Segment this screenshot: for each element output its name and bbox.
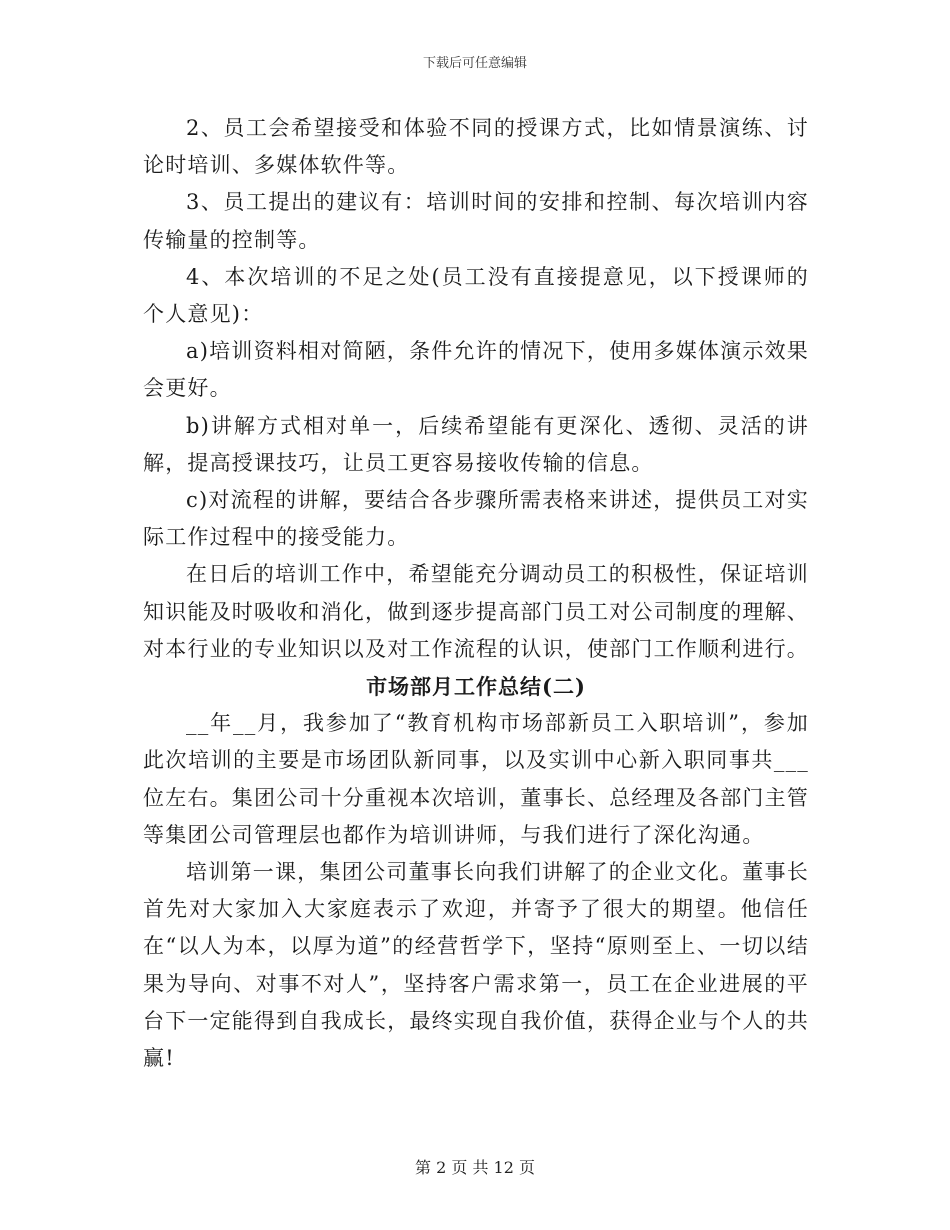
section-title: 市场部月工作总结(二) — [366, 674, 586, 700]
paragraph: 4、本次培训的不足之处(员工没有直接提意见，以下授课师的个人意见)： — [143, 264, 809, 327]
page-header-note: 下载后可任意编辑 — [422, 56, 527, 71]
paragraph: __年__月，我参加了“教育机构市场部新员工入职培训”，参加此次培训的主要是市场团队新同事，以及实训中心新入职同事共___位左右。集团公司十分重视本次培训，董事长、总经理及各部门主管等集团公司管理层也都作为培训讲师，与我们进行了深化沟通。 — [143, 711, 809, 847]
document-body — [143, 110, 809, 1077]
paragraph: c)对流程的讲解，要结合各步骤所需表格来讲述，提供员工对实际工作过程中的接受能力。 — [143, 488, 809, 550]
paragraph: 2、员工会希望接受和体验不同的授课方式，比如情景演练、讨论时培训、多媒体软件等。 — [143, 116, 809, 178]
paragraph: 3、员工提出的建议有：培训时间的安排和控制、每次培训内容传输量的控制等。 — [143, 190, 809, 252]
paragraph: 在日后的培训工作中，希望能充分调动员工的积极性，保证培训知识能及时吸收和消化，做到逐步提高部门员工对公司制度的理解、对本行业的专业知识以及对工作流程的认识，使部门工作顺利进行。 — [143, 562, 809, 661]
paragraph: a)培训资料相对简陋，条件允许的情况下，使用多媒体演示效果会更好。 — [143, 339, 809, 401]
paragraph: b)讲解方式相对单一，后续希望能有更深化、透彻、灵活的讲解，提高授课技巧，让员工更容易接收传输的信息。 — [143, 413, 809, 475]
page-number: 第 2 页 共 12 页 — [415, 1158, 535, 1177]
paragraph: 培训第一课，集团公司董事长向我们讲解了的企业文化。董事长首先对大家加入大家庭表示了欢迎，并寄予了很大的期望。他信任在“以人为本，以厚为道”的经营哲学下，坚持“原则至上、一切以结果为导向、对事不对人”，坚持客户需求第一，员工在企业进展的平台下一定能得到自我成长，最终实现自我价值，获得企业与个人的共赢! — [143, 860, 809, 1071]
